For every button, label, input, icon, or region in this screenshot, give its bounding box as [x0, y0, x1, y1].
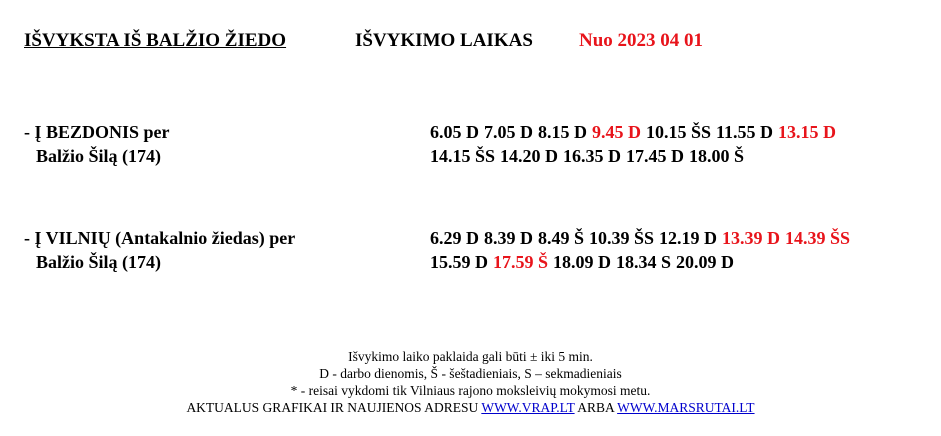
departure-time: 15.59 D — [430, 252, 488, 272]
route-via: Balžio Šilą (174) — [36, 146, 161, 166]
links-line — [0, 399, 941, 416]
route-via: Balžio Šilą (174) — [36, 252, 161, 272]
route-bezdonis — [24, 120, 170, 168]
departure-time: 11.55 D — [716, 122, 774, 142]
departure-time: 8.39 D — [484, 228, 533, 248]
departure-time: 8.15 D — [538, 122, 587, 142]
departure-time: 18.09 D — [553, 252, 612, 272]
departure-time: 7.05 D — [484, 122, 533, 142]
departure-time: 8.49 Š — [538, 228, 585, 248]
departure-time: 14.20 D — [500, 146, 559, 166]
footer-notes — [0, 348, 941, 416]
times-row — [430, 144, 841, 168]
departure-time: 10.15 ŠS — [646, 122, 712, 142]
departure-time: 14.39 ŠS — [785, 228, 851, 248]
links-prefix: AKTUALUS GRAFIKAI IR NAUJIENOS ADRESU — [186, 400, 482, 415]
departure-time: 16.35 D — [563, 146, 622, 166]
times-row — [430, 120, 841, 144]
departure-time-title: IŠVYKIMO LAIKAS — [355, 30, 533, 51]
departure-time: 18.34 S — [616, 252, 672, 272]
departure-time: 9.45 D — [592, 122, 641, 142]
departure-time: 12.19 D — [659, 228, 718, 248]
vrap-link[interactable]: WWW.VRAP.LT — [481, 400, 575, 415]
departure-time: 17.45 D — [626, 146, 685, 166]
times-bezdonis — [430, 120, 841, 168]
times-row — [430, 226, 855, 250]
route-name: - Į VILNIŲ (Antakalnio žiedas) per — [24, 228, 296, 248]
times-vilnius — [430, 226, 855, 274]
departure-time: 17.59 Š — [493, 252, 549, 272]
links-middle: ARBA — [574, 400, 618, 415]
departure-time: 13.15 D — [778, 122, 837, 142]
marsrutai-link[interactable]: WWW.MARSRUTAI.LT — [617, 400, 755, 415]
tolerance-note: Išvykimo laiko paklaida gali būti ± iki 5 min. — [348, 349, 593, 364]
departure-time: 6.29 D — [430, 228, 479, 248]
route-vilnius — [24, 226, 295, 274]
school-note: * - reisai vykdomi tik Vilniaus rajono moksleivių mokymosi metu. — [290, 383, 651, 398]
departure-time: 14.15 ŠS — [430, 146, 496, 166]
departure-time: 13.39 D — [722, 228, 781, 248]
valid-from-date: Nuo 2023 04 01 — [579, 30, 704, 51]
times-row — [430, 250, 855, 274]
departure-time: 6.05 D — [430, 122, 479, 142]
departure-time: 18.00 Š — [689, 146, 745, 166]
departure-time: 10.39 ŠS — [589, 228, 655, 248]
departs-from-title: IŠVYKSTA IŠ BALŽIO ŽIEDO — [24, 30, 287, 51]
departure-time: 20.09 D — [676, 252, 735, 272]
legend-note: D - darbo dienomis, Š - šeštadieniais, S – sekmadieniais — [319, 366, 622, 381]
route-name: - Į BEZDONIS per — [24, 122, 170, 142]
